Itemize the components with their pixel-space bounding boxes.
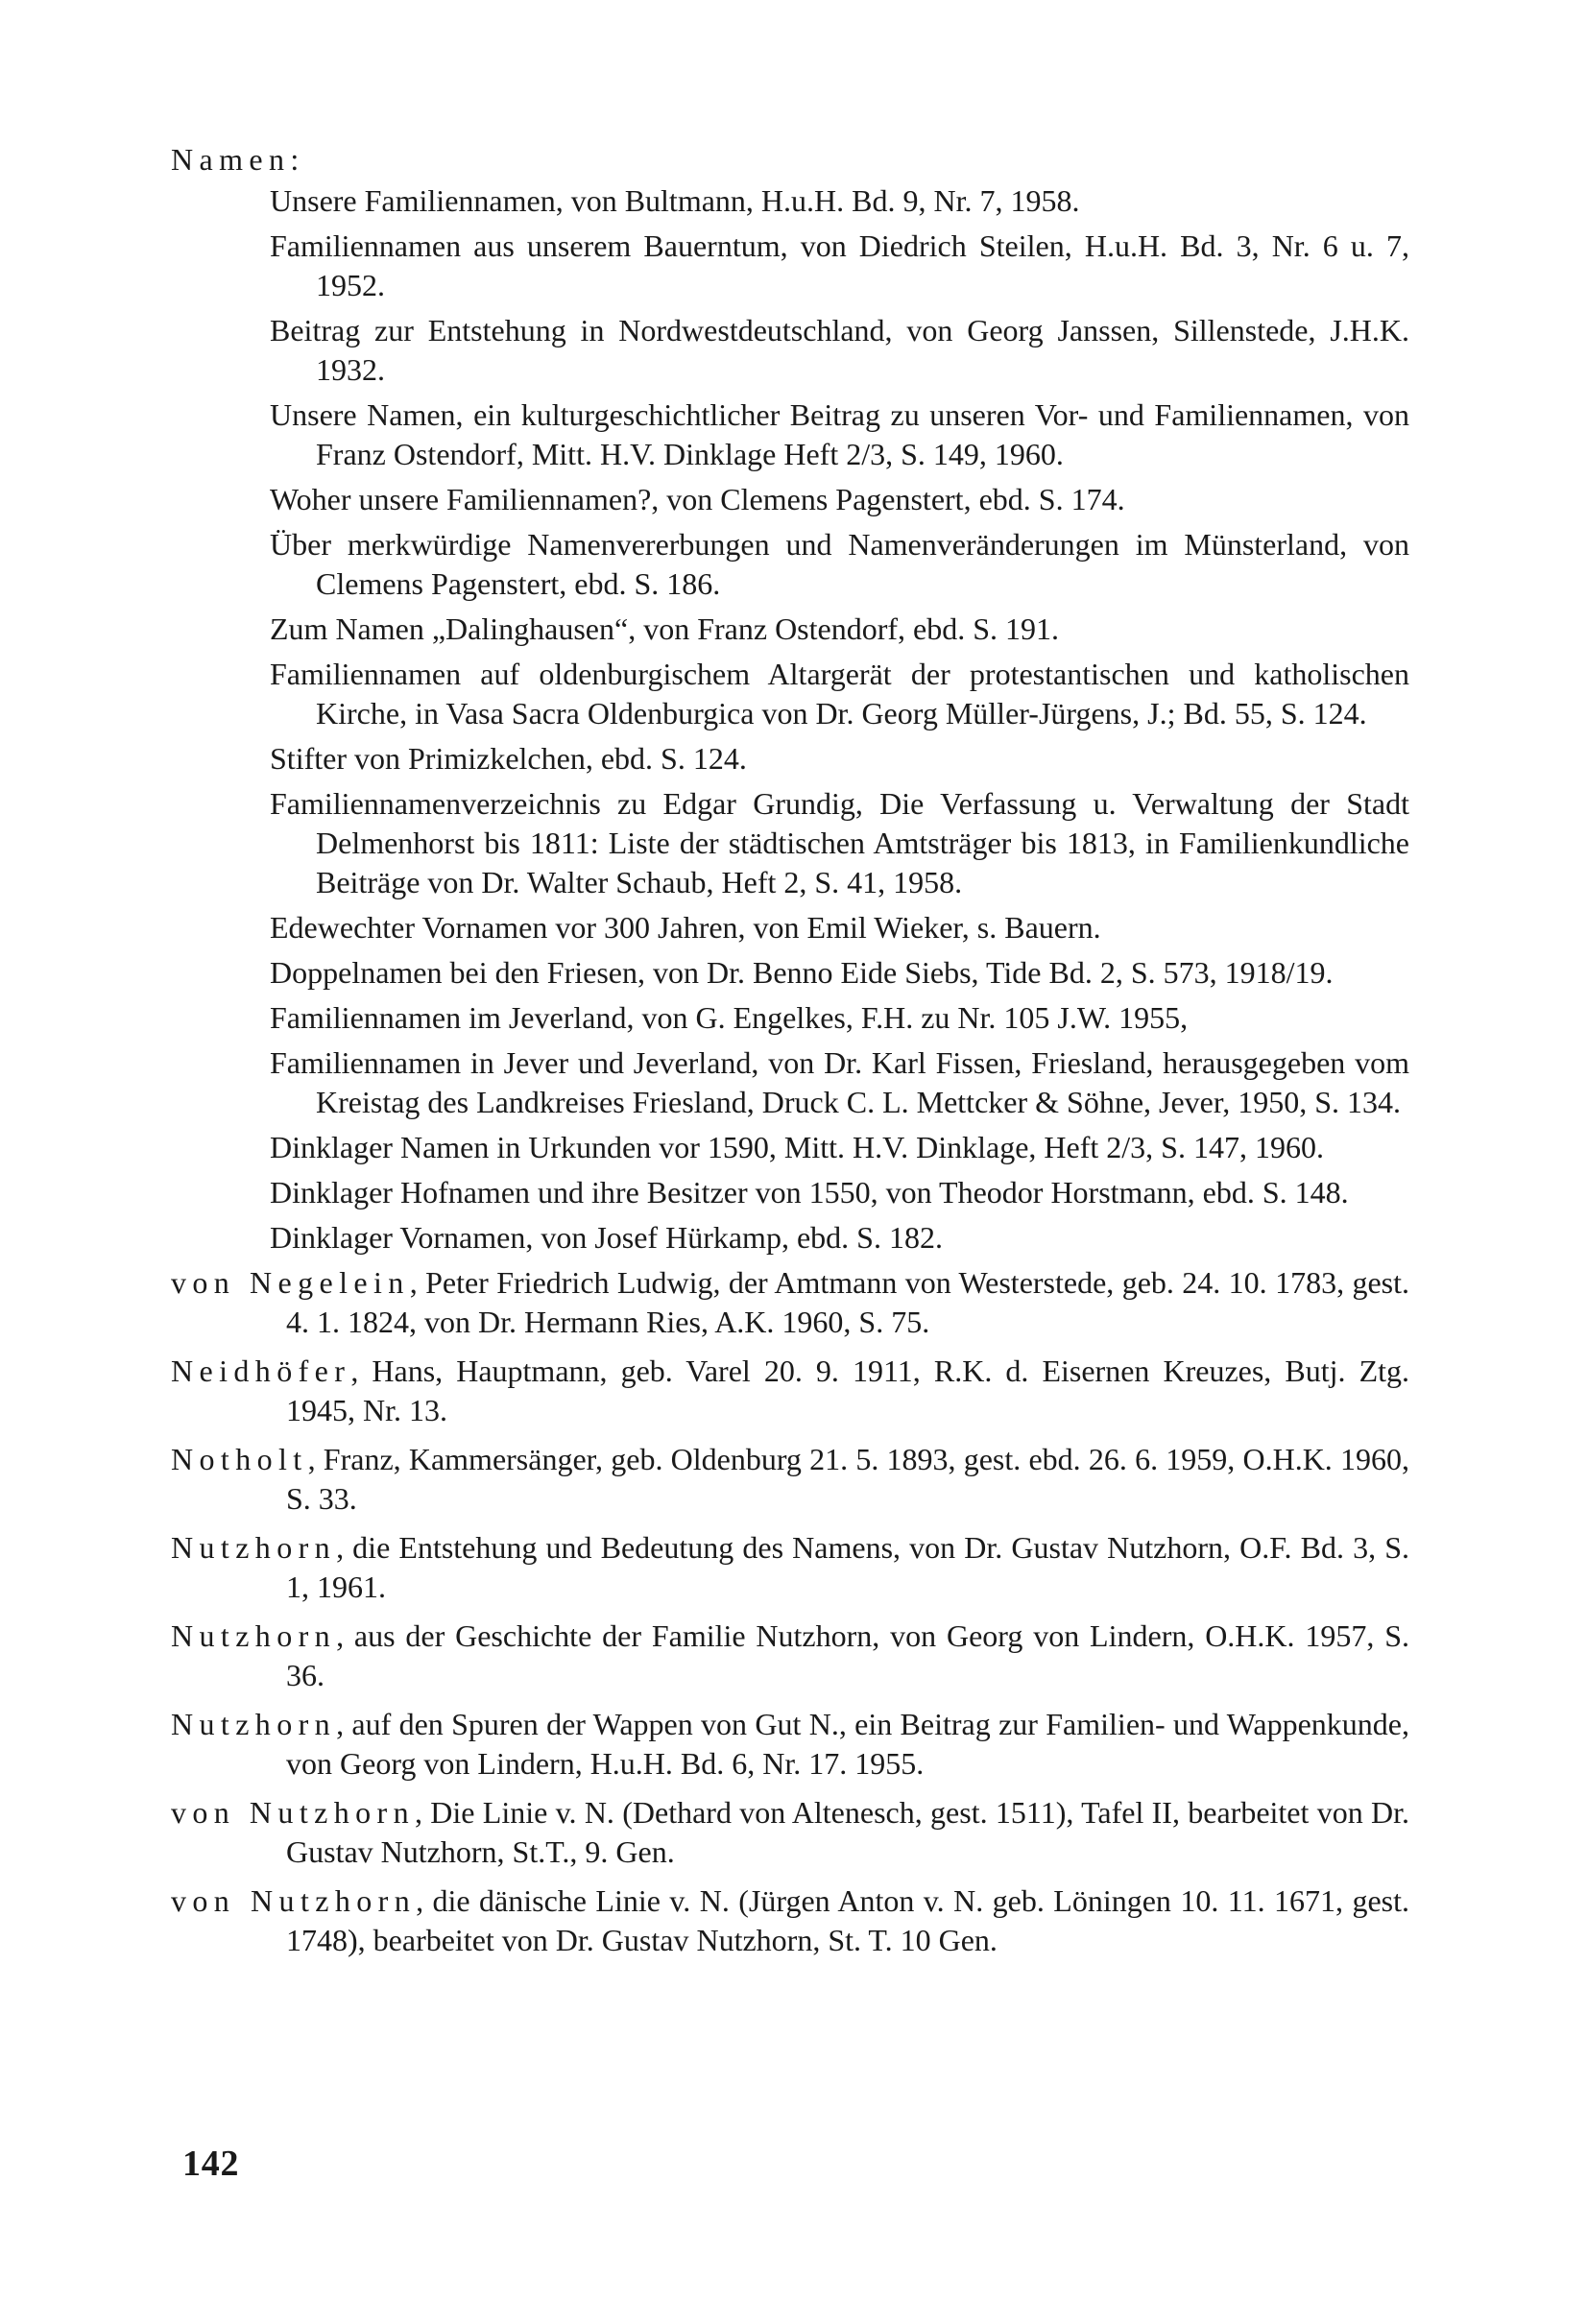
entry-name: Nutzhorn <box>249 1795 415 1830</box>
entry-name: Nutzhorn <box>171 1618 337 1653</box>
subentry: Dinklager Hofnamen und ihre Besitzer von 1550, von Theodor Horstmann, ebd. S. 148. <box>270 1175 1349 1210</box>
section-heading: Namen: <box>171 142 305 177</box>
subentry: Über merkwürdige Namenvererbungen und Namenveränderungen im Münsterland, von Clemens Pagenstert, ebd. S. 186. <box>270 527 1409 601</box>
entry-name: Neidhöfer <box>171 1354 351 1388</box>
entry-text: , Franz, Kammersänger, geb. Oldenburg 21. 5. 1893, gest. ebd. 26. 6. 1959, O.H.K. 1960, S. 33. <box>286 1442 1409 1516</box>
name-entry <box>171 1263 1409 1342</box>
entry-text: , auf den Spuren der Wappen von Gut N., ein Beitrag zur Familien- und Wappenkunde, von Georg von Lindern, H.u.H. Bd. 6, Nr. 17. 1955. <box>286 1707 1409 1781</box>
entry-name: Nutzhorn <box>171 1707 337 1741</box>
entry-text: , Hans, Hauptmann, geb. Varel 20. 9. 1911, R.K. d. Eisernen Kreuzes, Butj. Ztg. 1945, Nr. 13. <box>286 1354 1409 1427</box>
bibliography-text <box>171 140 1409 1970</box>
subentry: Familiennamen in Jever und Jeverland, von Dr. Karl Fissen, Friesland, herausgegeben vom Kreistag des Landkreises Friesland, Druck C. L. Mettcker & Söhne, Jever, 1950, S. 134. <box>270 1045 1409 1119</box>
subentry: Familiennamenverzeichnis zu Edgar Grundig, Die Verfassung u. Verwaltung der Stadt Delmenhorst bis 1811: Liste der städtischen Amtsträger bis 1813, in Familienkundliche Beiträge von Dr. Walter Schaub, Heft 2, S. 41, 1958. <box>270 786 1409 899</box>
name-entry <box>171 1528 1409 1607</box>
subentry: Familiennamen auf oldenburgischem Altargerät der protestantischen und katholischen Kirche, in Vasa Sacra Oldenburgica von Dr. Georg Müller-Jürgens, J.; Bd. 55, S. 124. <box>270 657 1409 731</box>
name-entry <box>171 1793 1409 1872</box>
entry-name: Negelein <box>250 1265 410 1300</box>
subentry: Unsere Familiennamen, von Bultmann, H.u.H. Bd. 9, Nr. 7, 1958. <box>270 183 1080 218</box>
name-entry <box>171 1705 1409 1784</box>
entry-text: , die dänische Linie v. N. (Jürgen Anton v. N. geb. Löningen 10. 11. 1671, gest. 1748), bearbeitet von Dr. Gustav Nutzhorn, St. T. 10 Gen. <box>286 1883 1409 1957</box>
subentry: Beitrag zur Entstehung in Nordwestdeutschland, von Georg Janssen, Sillenstede, J.H.K. 1932. <box>270 313 1409 387</box>
subentry: Familiennamen im Jeverland, von G. Engelkes, F.H. zu Nr. 105 J.W. 1955, <box>270 1000 1189 1035</box>
name-entry <box>171 1617 1409 1695</box>
name-entry-list <box>171 1263 1409 1960</box>
subentry: Unsere Namen, ein kulturgeschichtlicher Beitrag zu unseren Vor- und Familiennamen, von Franz Ostendorf, Mitt. H.V. Dinklage Heft 2/3, S. 149, 1960. <box>270 397 1409 471</box>
entry-name: Notholt <box>171 1442 308 1476</box>
subentry: Edewechter Vornamen vor 300 Jahren, von Emil Wieker, s. Bauern. <box>270 910 1101 945</box>
subentry: Dinklager Namen in Urkunden vor 1590, Mitt. H.V. Dinklage, Heft 2/3, S. 147, 1960. <box>270 1130 1324 1164</box>
subentry: Dinklager Vornamen, von Josef Hürkamp, ebd. S. 182. <box>270 1220 943 1255</box>
name-entry <box>171 1352 1409 1430</box>
entry-name: Nutzhorn <box>171 1530 337 1565</box>
entry-name: Nutzhorn <box>251 1883 417 1918</box>
entry-prefix: von <box>171 1265 250 1300</box>
entry-text: , die Entstehung und Bedeutung des Namens, von Dr. Gustav Nutzhorn, O.F. Bd. 3, S. 1, 1961. <box>286 1530 1409 1604</box>
page-number: 142 <box>182 2144 240 2184</box>
entry-text: , Peter Friedrich Ludwig, der Amtmann von Westerstede, geb. 24. 10. 1783, gest. 4. 1. 1824, von Dr. Hermann Ries, A.K. 1960, S. 75. <box>286 1265 1410 1339</box>
entry-text: , Die Linie v. N. (Dethard von Altenesch, gest. 1511), Tafel II, bearbeitet von Dr. Gustav Nutzhorn, St.T., 9. Gen. <box>286 1795 1409 1869</box>
entry-prefix: von <box>171 1883 252 1918</box>
name-entry <box>171 1440 1409 1519</box>
namen-subentry-list <box>171 181 1409 1258</box>
name-entry <box>171 1881 1409 1960</box>
subentry: Familiennamen aus unserem Bauerntum, von Diedrich Steilen, H.u.H. Bd. 3, Nr. 6 u. 7, 1952. <box>270 228 1409 302</box>
subentry: Stifter von Primizkelchen, ebd. S. 124. <box>270 741 747 776</box>
subentry: Zum Namen „Dalinghausen“, von Franz Ostendorf, ebd. S. 191. <box>270 611 1060 646</box>
subentry: Doppelnamen bei den Friesen, von Dr. Benno Eide Siebs, Tide Bd. 2, S. 573, 1918/19. <box>270 955 1334 990</box>
entry-text: , aus der Geschichte der Familie Nutzhorn, von Georg von Lindern, O.H.K. 1957, S. 36. <box>286 1618 1409 1692</box>
entry-prefix: von <box>171 1795 250 1830</box>
subentry: Woher unsere Familiennamen?, von Clemens Pagenstert, ebd. S. 174. <box>270 482 1125 516</box>
